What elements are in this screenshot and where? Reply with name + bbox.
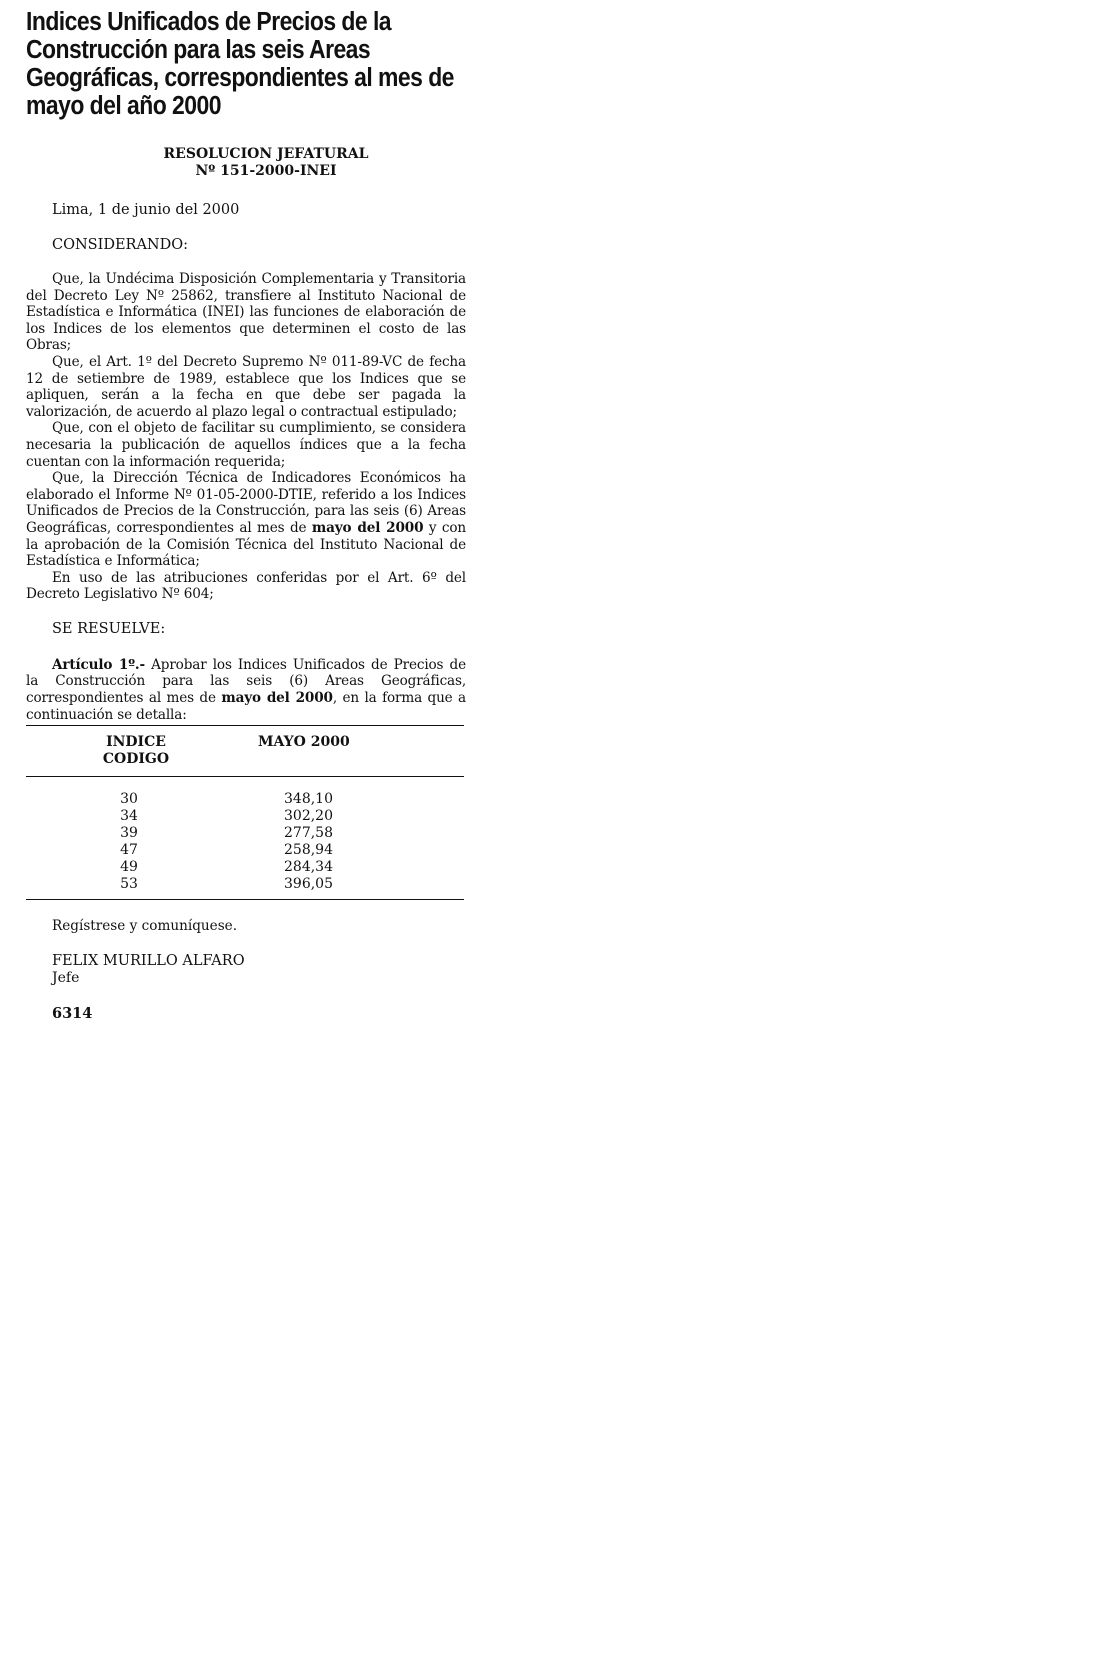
row-code: 49 [120, 859, 138, 876]
table-row [26, 859, 464, 876]
header-month: MAYO 2000 [258, 734, 350, 751]
considerando-heading: CONSIDERANDO: [52, 237, 189, 253]
row-code: 53 [120, 876, 138, 893]
resolution-number: Nº 151-2000-INEI [195, 163, 337, 179]
table-body [26, 777, 464, 899]
table-header [26, 726, 464, 777]
document [26, 8, 466, 1022]
paragraph-2: Que, el Art. 1º del Decreto Supremo Nº 011-89-VC de fecha 12 de setiembre de 1989, establece que los Indices que se apliquen, serán a la fecha en que debe ser pagada la valorización, de acuerdo al plazo legal o contractual estipulado; [26, 353, 466, 420]
document-title: Indices Unificados de Precios de la Construcción para las seis Areas Geográficas, correspondientes al mes de mayo del año 2000 [26, 8, 454, 120]
document-date: Lima, 1 de junio del 2000 [52, 202, 240, 218]
table-row [26, 791, 464, 808]
header-index: INDICE [106, 734, 166, 751]
header-index-code [86, 734, 186, 768]
row-value: 277,58 [284, 825, 333, 842]
row-value: 302,20 [284, 808, 333, 825]
table-row [26, 808, 464, 825]
row-value: 284,34 [284, 859, 333, 876]
index-table [26, 725, 464, 900]
paragraph-4-bold: mayo del 2000 [311, 519, 424, 536]
article-label: Artículo 1º.- [52, 656, 145, 673]
article-text-a: Aprobar los Indices Unificados de Precios de la Construcción para las seis (6) Areas Geográficas, correspondientes al mes de [26, 656, 466, 707]
se-resuelve-heading: SE RESUELVE: [52, 620, 166, 637]
row-value: 258,94 [284, 842, 333, 859]
paragraph-5: En uso de las atribuciones conferidas por el Art. 6º del Decreto Legislativo Nº 604; [26, 569, 466, 603]
signer-role: Jefe [52, 970, 80, 987]
header-code: CODIGO [102, 751, 170, 768]
row-code: 47 [120, 842, 138, 859]
row-code: 39 [120, 825, 138, 842]
article-bold: mayo del 2000 [221, 690, 333, 707]
row-code: 30 [120, 791, 138, 808]
article-1 [26, 657, 466, 723]
paragraph-3: Que, con el objeto de facilitar su cumplimiento, se considera necesaria la publicación de aquellos índices que a la fecha cuentan con la información requerida; [26, 420, 466, 470]
paragraph-4 [26, 470, 466, 570]
table-row [26, 842, 464, 859]
closing-formula: Regístrese y comuníquese. [52, 918, 238, 935]
table-row [26, 825, 464, 842]
signer-name: FELIX MURILLO ALFARO [52, 953, 245, 970]
resolution-type: RESOLUCION JEFATURAL [163, 146, 369, 162]
row-value: 348,10 [284, 791, 333, 808]
resolution-heading [66, 146, 466, 180]
row-code: 34 [120, 808, 138, 825]
row-value: 396,05 [284, 876, 333, 893]
paragraph-4-text-b: y con la aprobación de la Comisión Técnica del Instituto Nacional de Estadística e Informática; [26, 519, 466, 570]
paragraph-1: Que, la Undécima Disposición Complementaria y Transitoria del Decreto Ley Nº 25862, transfiere al Instituto Nacional de Estadística e Informática (INEI) las funciones de elaboración de los Indices de los elementos que determinen el costo de las Obras; [26, 271, 466, 354]
table-row [26, 876, 464, 893]
article-text-b: , en la forma que a continuación se detalla: [26, 690, 467, 723]
paragraph-4-text-a: Que, la Dirección Técnica de Indicadores Económicos ha elaborado el Informe Nº 01-05-2000-DTIE, referido a los Indices Unificados de Precios de la Construcción, para las seis (6) Areas Geográficas, correspondientes al mes de [26, 470, 466, 536]
reference-number: 6314 [52, 1005, 93, 1023]
